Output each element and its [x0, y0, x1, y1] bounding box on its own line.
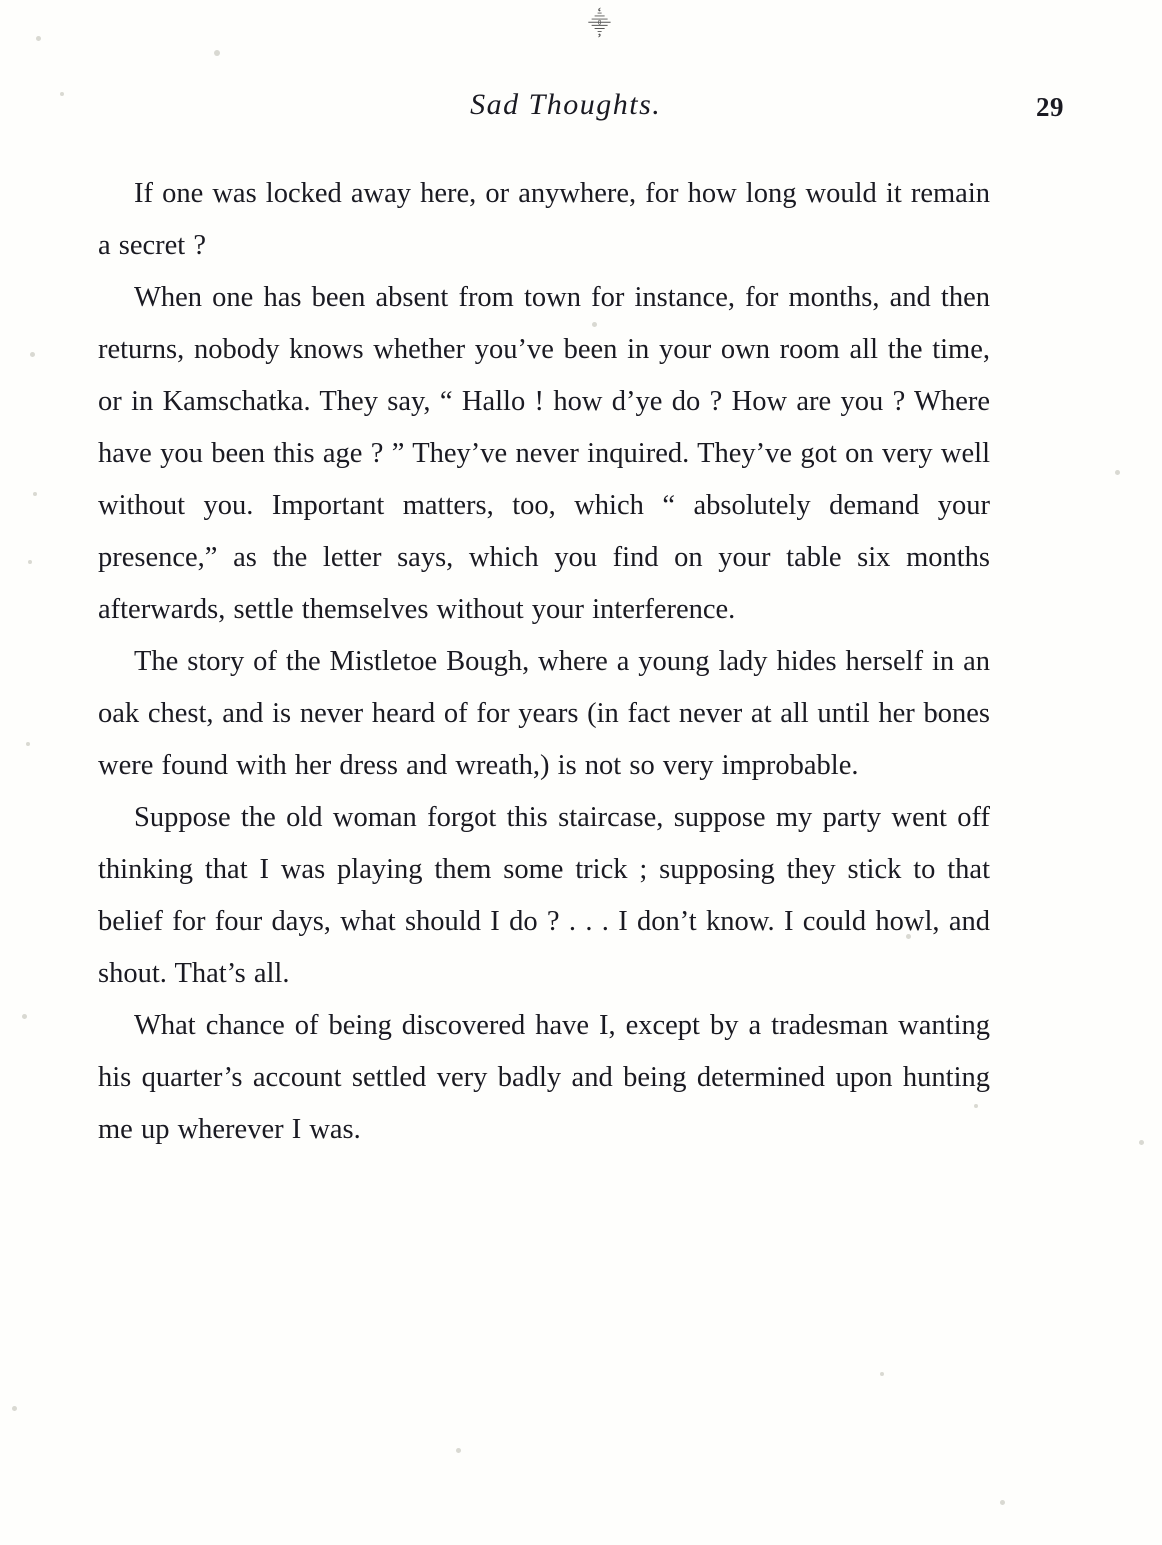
page-body — [98, 168, 990, 1156]
paper-speck — [214, 50, 220, 56]
paragraph: The story of the Mistletoe Bough, where a young lady hides herself in an oak chest, and is never heard of for years (in fact never at all until her bones were found with her dress and wreath,) is not so very improbable. — [98, 646, 990, 781]
paper-speck — [880, 1372, 884, 1376]
page-number: 29 — [1036, 92, 1064, 122]
paper-speck — [26, 742, 30, 746]
paper-speck — [456, 1448, 461, 1453]
paper-speck — [1115, 470, 1120, 475]
paper-speck — [30, 352, 35, 357]
paper-speck — [33, 492, 37, 496]
paper-speck — [36, 36, 41, 41]
paragraph: What chance of being discovered have I, except by a tradesman wanting his quarter’s account settled very badly and being determined upon hunting me up wherever I was. — [98, 1010, 990, 1145]
paper-speck — [60, 92, 64, 96]
paragraph: Suppose the old woman forgot this staircase, suppose my party went off thinking that I was playing them some trick ; supposing they stick to that belief for four days, what should I do ? . . . I don’t know. I could howl, and shout. That’s all. — [98, 802, 990, 989]
paper-speck — [12, 1406, 17, 1411]
paper-speck — [1000, 1500, 1005, 1505]
top-edge-mark: ⸎ — [588, 11, 611, 36]
page-header — [98, 88, 1064, 132]
paragraph: If one was locked away here, or anywhere, for how long would it remain a secret ? — [98, 178, 990, 261]
paragraph: When one has been absent from town for instance, for months, and then returns, nobody knows whether you’ve been in your own room all the time, or in Kamschatka. They say, “ Hallo ! how d’ye do ? How are you ? Where have you been this age ? ” They’ve never inquired. They’ve got on very well without you. Important matters, too, which “ absolutely demand your presence,” as the letter says, which you find on your table six months afterwards, settle themselves without your interference. — [98, 282, 990, 625]
paper-speck — [1139, 1140, 1144, 1145]
running-title: Sad Thoughts. — [470, 88, 662, 121]
paper-speck — [28, 560, 32, 564]
paper-speck — [22, 1014, 27, 1019]
